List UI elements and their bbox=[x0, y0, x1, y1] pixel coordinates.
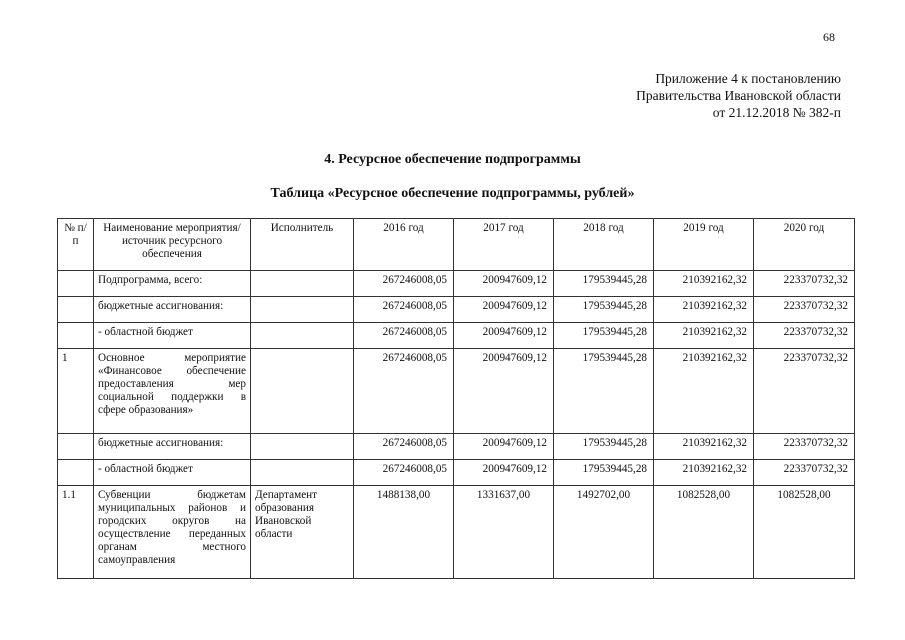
cell-executor: Департамент образования Ивановской области bbox=[251, 486, 354, 579]
table-row bbox=[58, 271, 855, 297]
cell-name: - областной бюджет bbox=[94, 460, 251, 486]
cell-2016: 267246008,05 bbox=[354, 271, 454, 297]
appendix-line-1: Приложение 4 к постановлению bbox=[655, 71, 841, 86]
table-row bbox=[58, 460, 855, 486]
cell-2019: 210392162,32 bbox=[654, 349, 754, 434]
cell-2019: 1082528,00 bbox=[654, 486, 754, 579]
header-name: Наименование мероприятия/источник ресурсного обеспечения bbox=[94, 219, 251, 271]
section-title: 4. Ресурсное обеспечение подпрограммы bbox=[324, 152, 581, 167]
cell-2017: 1331637,00 bbox=[454, 486, 554, 579]
cell-2018: 179539445,28 bbox=[554, 323, 654, 349]
cell-num bbox=[58, 434, 94, 460]
header-2016: 2016 год bbox=[354, 219, 454, 271]
cell-num bbox=[58, 323, 94, 349]
header-2020: 2020 год bbox=[754, 219, 855, 271]
cell-num: 1.1 bbox=[58, 486, 94, 579]
cell-2016: 267246008,05 bbox=[354, 297, 454, 323]
cell-executor bbox=[251, 434, 354, 460]
table-row bbox=[58, 486, 855, 579]
header-2018: 2018 год bbox=[554, 219, 654, 271]
table-row bbox=[58, 434, 855, 460]
cell-2018: 179539445,28 bbox=[554, 271, 654, 297]
cell-2016: 267246008,05 bbox=[354, 434, 454, 460]
cell-2020: 223370732,32 bbox=[754, 271, 855, 297]
cell-num bbox=[58, 271, 94, 297]
cell-num bbox=[58, 297, 94, 323]
cell-executor bbox=[251, 460, 354, 486]
cell-2020: 1082528,00 bbox=[754, 486, 855, 579]
header-executor: Исполнитель bbox=[251, 219, 354, 271]
cell-2016: 267246008,05 bbox=[354, 323, 454, 349]
cell-2020: 223370732,32 bbox=[754, 323, 855, 349]
cell-name: Основное мероприятие «Финансовое обеспечение предоставления мер социальной поддержки в сфере образования» bbox=[94, 349, 251, 434]
cell-name: бюджетные ассигнования: bbox=[94, 434, 251, 460]
cell-2016: 267246008,05 bbox=[354, 349, 454, 434]
cell-2019: 210392162,32 bbox=[654, 323, 754, 349]
cell-2016: 267246008,05 bbox=[354, 460, 454, 486]
page-number: 68 bbox=[823, 30, 835, 44]
cell-2019: 210392162,32 bbox=[654, 460, 754, 486]
cell-2020: 223370732,32 bbox=[754, 349, 855, 434]
cell-2017: 200947609,12 bbox=[454, 460, 554, 486]
cell-executor bbox=[251, 349, 354, 434]
table-row bbox=[58, 297, 855, 323]
table-title: Таблица «Ресурсное обеспечение подпрограммы, рублей» bbox=[270, 186, 635, 201]
cell-2018: 179539445,28 bbox=[554, 434, 654, 460]
header-2019: 2019 год bbox=[654, 219, 754, 271]
table-header-row bbox=[58, 219, 855, 271]
cell-2017: 200947609,12 bbox=[454, 297, 554, 323]
cell-executor bbox=[251, 323, 354, 349]
cell-num bbox=[58, 460, 94, 486]
cell-2017: 200947609,12 bbox=[454, 323, 554, 349]
cell-2018: 1492702,00 bbox=[554, 486, 654, 579]
resource-table bbox=[57, 218, 855, 579]
appendix-line-2: Правительства Ивановской области bbox=[636, 88, 841, 103]
cell-2018: 179539445,28 bbox=[554, 460, 654, 486]
cell-2018: 179539445,28 bbox=[554, 297, 654, 323]
cell-2016: 1488138,00 bbox=[354, 486, 454, 579]
cell-2020: 223370732,32 bbox=[754, 460, 855, 486]
cell-executor bbox=[251, 271, 354, 297]
cell-2018: 179539445,28 bbox=[554, 349, 654, 434]
cell-2020: 223370732,32 bbox=[754, 297, 855, 323]
cell-2019: 210392162,32 bbox=[654, 297, 754, 323]
appendix-header bbox=[636, 70, 841, 121]
cell-2017: 200947609,12 bbox=[454, 271, 554, 297]
cell-2020: 223370732,32 bbox=[754, 434, 855, 460]
cell-name: бюджетные ассигнования: bbox=[94, 297, 251, 323]
cell-name: - областной бюджет bbox=[94, 323, 251, 349]
cell-2019: 210392162,32 bbox=[654, 271, 754, 297]
appendix-line-3: от 21.12.2018 № 382-п bbox=[712, 105, 841, 120]
cell-2017: 200947609,12 bbox=[454, 349, 554, 434]
cell-2019: 210392162,32 bbox=[654, 434, 754, 460]
header-2017: 2017 год bbox=[454, 219, 554, 271]
cell-num: 1 bbox=[58, 349, 94, 434]
cell-name: Субвенции бюджетам муниципальных районов и городских округов на осуществление переданных органам местного самоуправления bbox=[94, 486, 251, 579]
table-row bbox=[58, 349, 855, 434]
cell-2017: 200947609,12 bbox=[454, 434, 554, 460]
cell-executor bbox=[251, 297, 354, 323]
table-row bbox=[58, 323, 855, 349]
cell-name: Подпрограмма, всего: bbox=[94, 271, 251, 297]
header-num: № п/п bbox=[58, 219, 94, 271]
